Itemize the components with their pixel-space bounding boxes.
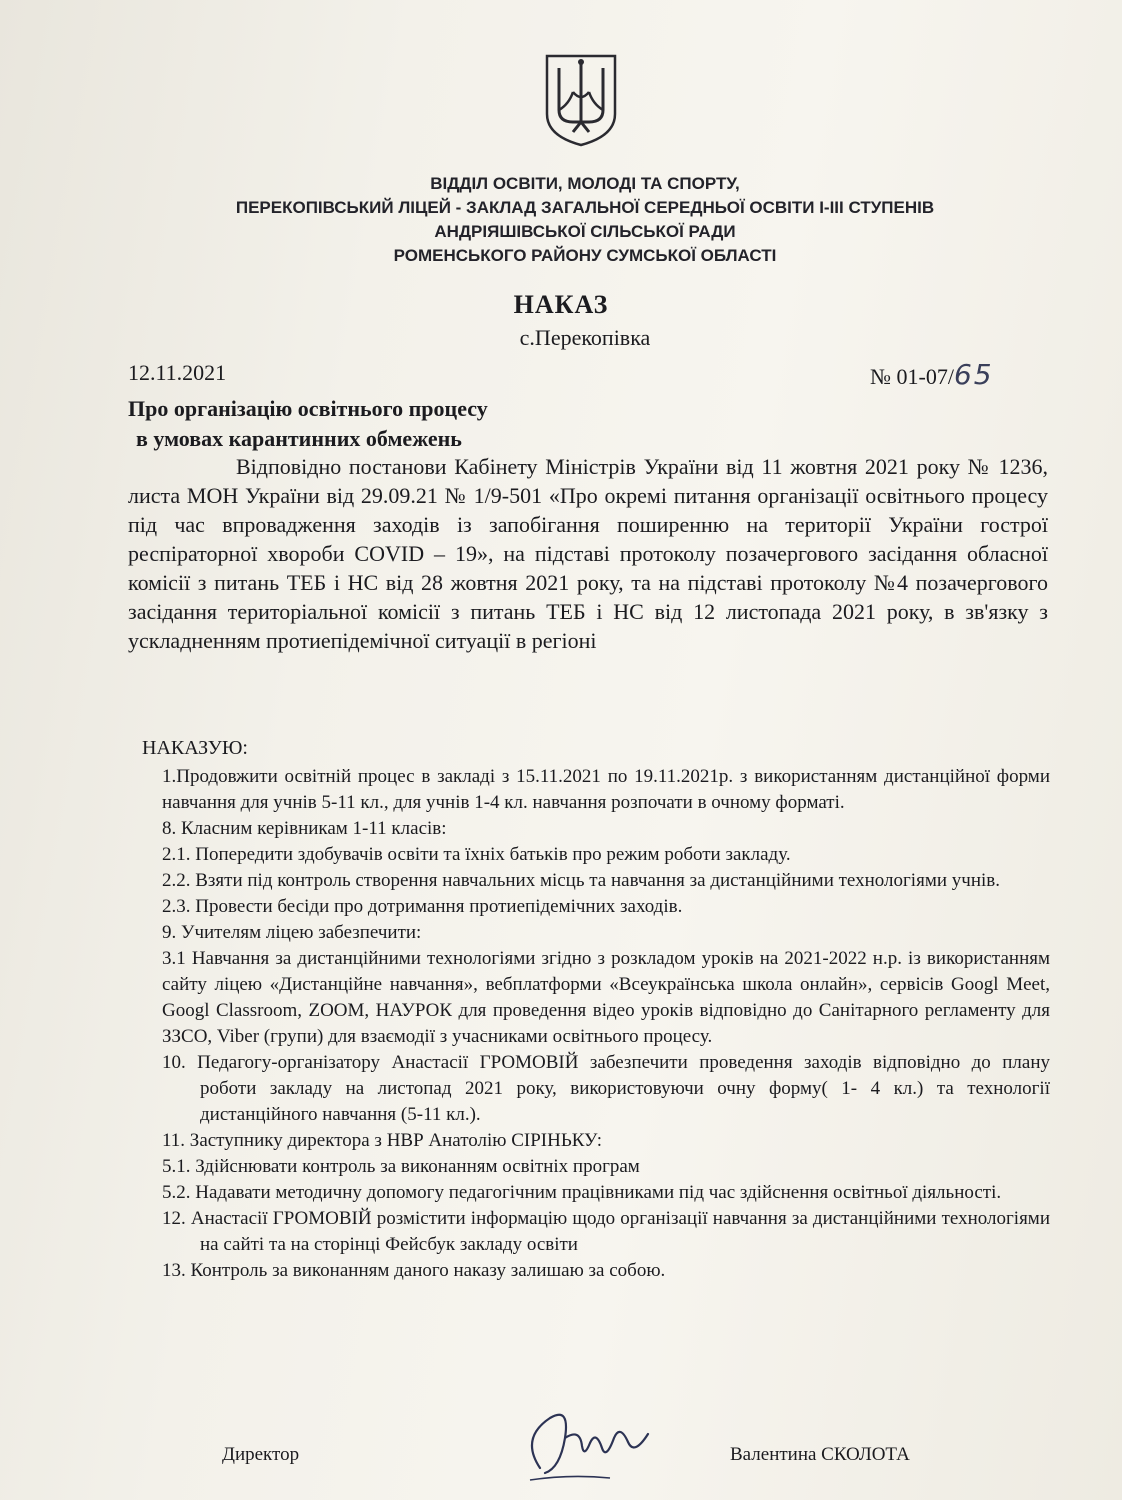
- order-item: 13. Контроль за виконанням даного наказу залишаю за собою.: [162, 1260, 666, 1281]
- order-word: НАКАЗУЮ:: [142, 737, 248, 759]
- order-number-prefix: № 01-07/: [870, 364, 954, 389]
- order-subitem: 2.1. Попередити здобувачів освіти та їхніх батьків про режим роботи закладу.: [162, 844, 791, 865]
- order-subitem: 2.2. Взяти під контроль створення навчальних місць та навчання за дистанційними технологіями учнів.: [162, 870, 1000, 891]
- header-line: РОМЕНСЬКОГО РАЙОНУ СУМСЬКОЇ ОБЛАСТІ: [393, 246, 777, 265]
- header-line: АНДРІЯШІВСЬКОЇ СІЛЬСЬКОЇ РАДИ: [434, 222, 736, 241]
- subject-line: в умовах карантинних обмежень: [136, 426, 462, 451]
- order-subitem: 2.3. Провести бесіди про дотримання протиепідемічних заходів.: [162, 896, 683, 917]
- order-number-handwritten: 65: [953, 358, 994, 391]
- order-item: 11. Заступнику директора з НВР Анатолію СІРІНЬКУ:: [162, 1130, 603, 1151]
- order-items: [162, 764, 1050, 1284]
- header-line: ВІДДІЛ ОСВІТИ, МОЛОДІ ТА СПОРТУ,: [430, 174, 740, 193]
- document-place: с.Перекопівка: [519, 325, 651, 350]
- order-subitem: 5.1. Здійснювати контроль за виконанням освітніх програм: [162, 1156, 640, 1177]
- order-item: 9. Учителям ліцею забезпечити:: [162, 922, 422, 943]
- document-date: 12.11.2021: [128, 360, 227, 385]
- signatory-name: Валентина СКОЛОТА: [730, 1444, 910, 1465]
- institution-header: [130, 172, 1040, 268]
- order-item: 8. Класним керівникам 1-11 класів:: [162, 818, 447, 839]
- header-line: ПЕРЕКОПІВСЬКИЙ ЛІЦЕЙ - ЗАКЛАД ЗАГАЛЬНОЇ СЕРЕДНЬОЇ ОСВІТИ І-ІІІ СТУПЕНІВ: [235, 198, 935, 217]
- order-item: 1.Продовжити освітній процес в закладі з 15.11.2021 по 19.11.2021р. з використанням дистанційної форми навчання для учнів 5-11 кл., для учнів 1-4 кл. навчання розпочати в очному форматі.: [162, 766, 1050, 813]
- signature-mark: [510, 1398, 660, 1488]
- preamble-text: Відповідно постанови Кабінету Міністрів України від 11 жовтня 2021 року № 1236, листа МОН України від 29.09.21 № 1/9-501 «Про окремі питання організації освітнього процесу під час впровадження заходів із запобігання поширенню на території України гострої респіраторної хвороби COVID – 19», на підставі протоколу позачергового засідання обласної комісії з питань ТЕБ і НС від 28 жовтня 2021 року, та на підставі протоколу №4 позачергового засідання територіальної комісії з питань ТЕБ і НС від 12 листопада 2021 року, в зв'язку з ускладненням протиепідемічної ситуації в регіоні: [128, 454, 1048, 653]
- order-subitem: 3.1 Навчання за дистанційними технологіями згідно з розкладом уроків на 2021-2022 н.р. із використанням сайту ліцею «Дистанційне навчання», вебплатформи «Всеукраїнська школа онлайн», сервісів Googl Meet, Googl Classroom, ZOOM, НАУРОК для проведення відео уроків відповідно до Санітарного регламенту для ЗЗСО, Viber (групи) для взаємодії з учасниками освітнього процесу.: [162, 948, 1050, 1047]
- preamble: [128, 452, 1048, 655]
- order-subitem: 5.2. Надавати методичну допомогу педагогічним працівниками під час здійснення освітньої діяльності.: [162, 1182, 1002, 1203]
- order-item: 10. Педагогу-організатору Анастасії ГРОМОВІЙ забезпечити проведення заходів відповідно до плану роботи закладу на листопад 2021 року, використовуючи очну форму( 1- 4 кл.) та технології дистанційного навчання (5-11 кл.).: [162, 1052, 1050, 1125]
- signatory-title: Директор: [222, 1444, 300, 1465]
- order-subject: [128, 394, 488, 454]
- order-number: [870, 358, 994, 391]
- subject-line: Про організацію освітнього процесу: [128, 396, 488, 421]
- document-title: НАКАЗ: [513, 290, 609, 319]
- order-item: 12. Анастасії ГРОМОВІЙ розмістити інформацію щодо організації навчання за дистанційними технологіями на сайті та на сторінці Фейсбук закладу освіти: [162, 1208, 1050, 1255]
- coat-of-arms-icon: [543, 52, 619, 148]
